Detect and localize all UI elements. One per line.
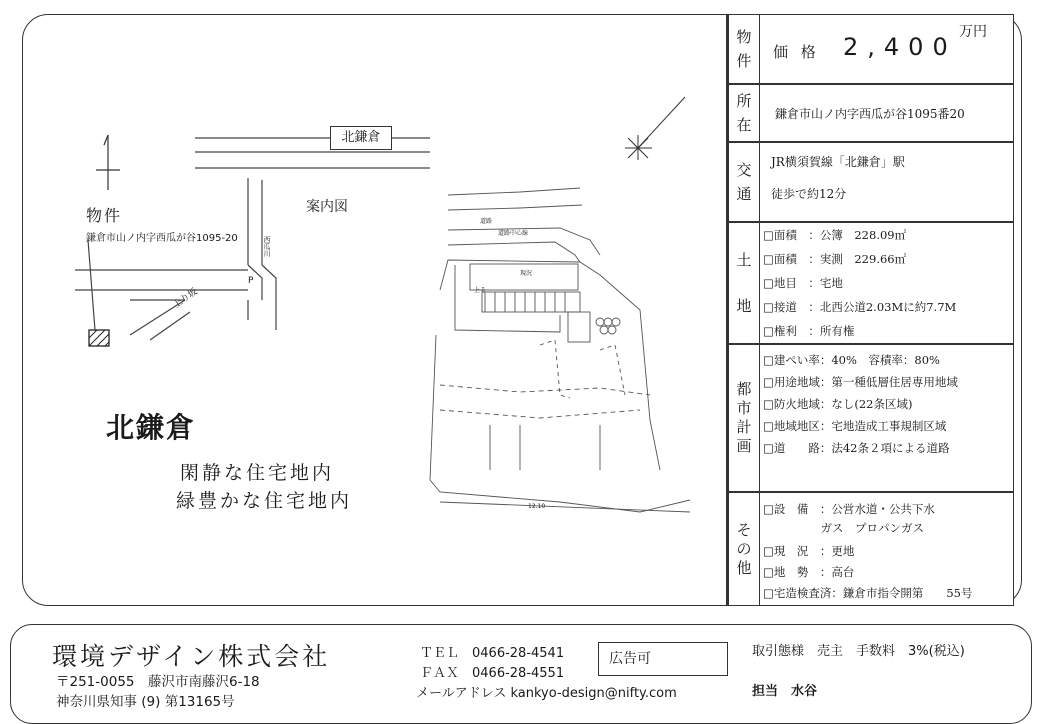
slope-label: 上り坂 bbox=[171, 286, 200, 311]
planning-item: □建ぺい率：40% 容積率：80% bbox=[763, 353, 940, 367]
site-plan bbox=[430, 188, 690, 512]
address-header: 所 在 bbox=[729, 85, 760, 141]
land-item: □権利 ：所有権 bbox=[763, 324, 855, 338]
planning-header: 都 市 計 画 bbox=[729, 345, 760, 491]
transport-section bbox=[728, 142, 1014, 222]
parking-label: P bbox=[248, 276, 254, 286]
catch-title: 北鎌倉 bbox=[106, 411, 197, 444]
other-header: そ の 他 bbox=[729, 493, 760, 605]
land-item: □接道 ：北西公道2.03Mに約7.7M bbox=[763, 300, 957, 314]
price-label: 価 格 bbox=[773, 43, 820, 61]
north-arrow-icon bbox=[96, 135, 120, 190]
address-value: 鎌倉市山ノ内字西瓜が谷1095番20 bbox=[775, 107, 965, 121]
company-postal: 〒251-0055 藤沢市南藤沢6-18 bbox=[56, 674, 260, 690]
company-fax: ＦＡＸ 0466-28-4551 bbox=[420, 666, 565, 681]
planning-section bbox=[728, 344, 1014, 492]
company-email: メールアドレス kankyo-design@nifty.com bbox=[416, 686, 677, 701]
land-header: 土 地 bbox=[729, 223, 760, 343]
contact-person: 担当 水谷 bbox=[752, 684, 818, 699]
other-item: □地 勢 ：高台 bbox=[763, 565, 855, 579]
transport-line2: 徒歩で約12分 bbox=[771, 187, 847, 201]
transport-header: 交 通 bbox=[729, 143, 760, 221]
price-header: 物 件 bbox=[729, 15, 760, 83]
land-item: □面積 ：実測 229.66㎡ bbox=[763, 252, 907, 266]
other-item: □宅造検査済：鎌倉市指令開第 55号 bbox=[763, 586, 973, 600]
company-tel: ＴＥＬ 0466-28-4541 bbox=[420, 646, 565, 661]
site-label: 現況 bbox=[520, 270, 533, 277]
site-label: 道路 bbox=[480, 218, 493, 225]
planning-item: □地域地区：宅地造成工事規制区域 bbox=[763, 419, 947, 433]
deal-terms: 取引態様 売主 手数料 3%(税込) bbox=[752, 644, 965, 659]
planning-item: □道 路：法42条２項による道路 bbox=[763, 441, 950, 455]
land-item: □地目 ：宅地 bbox=[763, 276, 843, 290]
site-label: 上る bbox=[474, 287, 487, 294]
property-marker-icon bbox=[89, 330, 109, 346]
other-item: ガス プロパンガス bbox=[763, 521, 924, 535]
address-section bbox=[728, 84, 1014, 142]
price-unit: 万円 bbox=[959, 24, 987, 40]
compass-icon bbox=[625, 97, 685, 160]
planning-item: □用途地域：第一種低層住居専用地域 bbox=[763, 375, 958, 389]
land-item: □面積 ：公簿 228.09㎡ bbox=[763, 228, 907, 242]
other-item: □現 況 ：更地 bbox=[763, 544, 855, 558]
planning-item: □防火地域：なし(22条区域) bbox=[763, 397, 913, 411]
land-section bbox=[728, 222, 1014, 344]
catch-line2: 緑豊かな住宅地内 bbox=[176, 490, 353, 512]
catch-line1: 閑静な住宅地内 bbox=[180, 462, 335, 484]
ad-ok-badge: 広告可 bbox=[598, 642, 728, 676]
other-item: □設 備 ：公営水道・公共下水 bbox=[763, 502, 935, 516]
property-label: 物件 bbox=[86, 206, 123, 225]
station-label: 北鎌倉 bbox=[330, 126, 392, 150]
road-name-label: 西瓜川 bbox=[263, 236, 271, 257]
guide-label: 案内図 bbox=[306, 199, 348, 215]
address-small-label: 鎌倉市山ノ内字西瓜が谷1095-20 bbox=[86, 233, 238, 244]
dimension-label: 12.10 bbox=[528, 503, 546, 510]
company-license: 神奈川県知事 (9) 第13165号 bbox=[56, 694, 235, 710]
price-value: 2,400 bbox=[843, 33, 957, 61]
company-name: 環境デザイン株式会社 bbox=[52, 642, 331, 671]
transport-line1: JR横須賀線「北鎌倉」駅 bbox=[771, 155, 905, 169]
site-label: 道路中心線 bbox=[498, 230, 529, 237]
other-section bbox=[728, 492, 1014, 606]
price-section bbox=[728, 14, 1014, 84]
